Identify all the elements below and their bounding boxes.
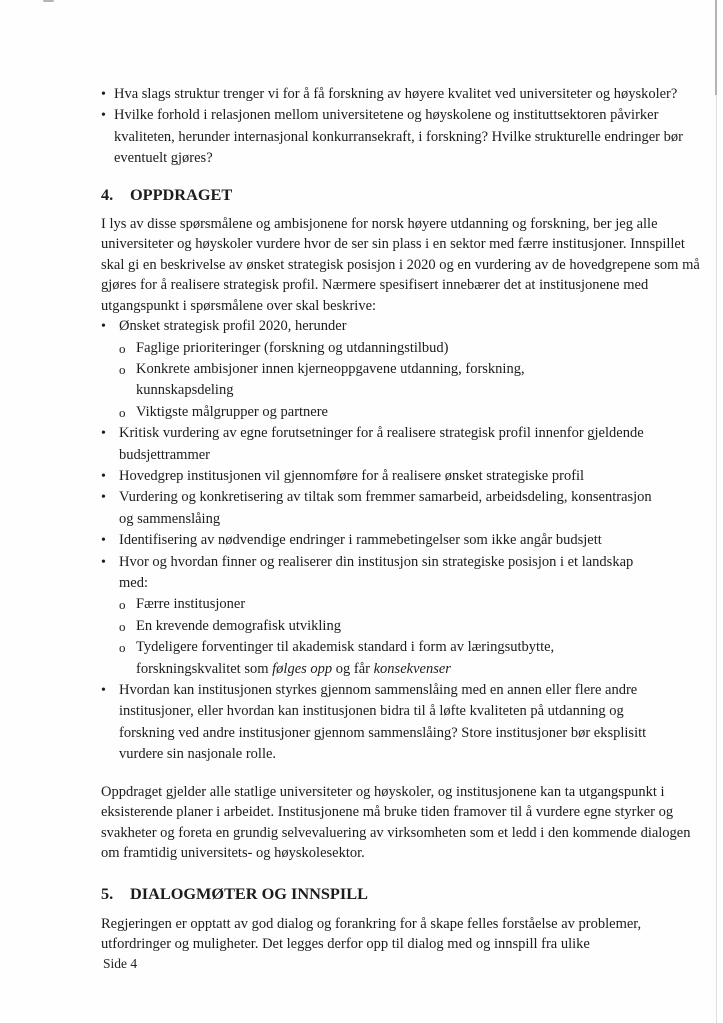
page-number: Side 4: [103, 956, 138, 971]
section-4-number: 4.: [101, 184, 114, 204]
list-item-text: Faglige prioriteringer (forskning og utdanningstilbud): [136, 339, 449, 356]
list-item: [119, 594, 659, 615]
list-item-body: [136, 637, 625, 680]
task-bullet-list: [101, 316, 705, 766]
list-item-text: En krevende demografisk utvikling: [136, 617, 341, 634]
section-5-title: DIALOGMØTER OG INNSPILL: [130, 883, 368, 903]
bullet-icon: •: [101, 468, 106, 484]
section-5-heading: [101, 883, 705, 905]
list-item-text: Færre institusjoner: [136, 596, 246, 613]
bullet-icon: •: [101, 683, 106, 699]
bullet-icon: •: [101, 533, 106, 549]
list-item-body: [114, 105, 689, 169]
list-item-body: [136, 402, 328, 423]
list-item: [101, 530, 705, 551]
list-item: [101, 423, 705, 466]
list-item: [119, 359, 625, 402]
circle-bullet-icon: o: [119, 361, 126, 377]
list-item-text: Hva slags struktur trenger vi for å få forskning av høyere kvalitet ved universiteter og høyskoler?: [114, 86, 678, 102]
list-item-body: [119, 466, 584, 487]
list-item-body: [119, 680, 659, 766]
list-item-body: [136, 338, 449, 359]
circle-bullet-icon: o: [119, 640, 126, 656]
list-item-text: Hvor og hvordan finner og realiserer din institusjon sin strategiske posisjon i et landskap med:: [119, 553, 634, 591]
list-item: [101, 680, 705, 766]
list-item-text: Identifisering av nødvendige endringer i rammebetingelser som ikke angår budsjett: [119, 532, 602, 549]
section-4-heading: [101, 184, 705, 206]
list-item-text: Hovedgrep institusjonen vil gjennomføre for å realisere ønsket strategiske profil: [119, 467, 585, 484]
list-item-text: Viktigste målgrupper og partnere: [136, 403, 328, 420]
sub-bullet-list: [119, 594, 659, 680]
bullet-icon: •: [101, 319, 106, 335]
page-content: [101, 84, 705, 955]
list-item: [119, 637, 659, 680]
list-item-text: Tydeligere forventinger til akademisk standard i form av læringsutbytte, forskningskvalitet som følges opp og får konsekvenser: [136, 639, 555, 677]
section-5-number: 5.: [101, 883, 114, 903]
scan-artifact-mark: [43, 0, 54, 2]
bullet-icon: •: [101, 87, 106, 102]
list-item: [101, 316, 705, 423]
list-item-body: [119, 487, 659, 530]
circle-bullet-icon: o: [119, 618, 126, 634]
list-item: [101, 84, 705, 105]
list-item-text: Ønsket strategisk profil 2020, herunder: [119, 318, 347, 335]
circle-bullet-icon: o: [119, 597, 126, 613]
list-item: [101, 552, 705, 680]
list-item-text: Hvordan kan institusjonen styrkes gjennom sammenslåing med en annen eller flere andre institusjoner, eller hvordan kan institusjonen bidra til å løfte kvaliteten på utdanning og forskning ved andre institusjoner gjennom sammenslåing? Store institusjoner bør eksplisitt vurdere sin nasjonale rolle.: [119, 682, 647, 763]
section-4-intro-paragraph: I lys av disse spørsmålene og ambisjonene for norsk høyere utdanning og forskning, ber jeg alle universiteter og høyskoler vurdere hvor de ser sin plass i en sektor med færre institusjoner. Innspillet skal gi en beskrivelse av ønsket strategisk posisjon i 2020 og en vurdering av de hovedgrepene som må gjøres for å realisere strategisk profil. Nærmere spesifisert innebærer det at institusjonene med utgangspunkt i spørsmålene over skal beskrive:: [101, 215, 700, 314]
list-item: [119, 402, 625, 423]
list-item-body: [119, 552, 659, 680]
circle-bullet-icon: o: [119, 340, 126, 356]
list-item-body: [119, 316, 625, 423]
list-item-text: Vurdering og konkretisering av tiltak som fremmer samarbeid, arbeidsdeling, konsentrasjon og sammenslåing: [119, 489, 652, 527]
list-item-body: [119, 423, 659, 466]
list-item: [119, 616, 659, 637]
section-4-title: OPPDRAGET: [130, 184, 233, 204]
list-item-body: [119, 530, 602, 551]
list-item-text: Hvilke forhold i relasjonen mellom universitetene og høyskolene og instituttsektoren påvirker kvaliteten, herunder internasjonal konkurransekraft, i forskning? Hvilke strukturelle endringer bør eventuelt gjøres?: [114, 107, 683, 167]
list-item: [101, 105, 705, 169]
bullet-icon: •: [101, 426, 106, 442]
list-item-body: [114, 84, 677, 105]
intro-bullet-list: [101, 84, 705, 170]
list-item-text: Kritisk vurdering av egne forutsetninger for å realisere strategisk profil innenfor gjeldende budsjettrammer: [119, 425, 644, 463]
section-4-closing-paragraph: Oppdraget gjelder alle statlige universiteter og høyskoler, og institusjonene kan ta utgangspunkt i eksisterende planer i arbeidet. Institusjonene må bruke tiden framover til å vurdere egne styrker og svakheter og foreta en grundig selvevaluering av virksomheten som et ledd i den kommende dialogen om framtidig universitets- og høyskolesektor.: [101, 783, 691, 862]
circle-bullet-icon: o: [119, 404, 126, 420]
scan-edge-line-top: [715, 0, 717, 95]
list-item: [119, 338, 625, 359]
sub-bullet-list: [119, 338, 625, 424]
bullet-icon: •: [101, 554, 106, 570]
list-item-body: [136, 359, 625, 402]
bullet-icon: •: [101, 490, 106, 506]
section-5-paragraph: Regjeringen er opptatt av god dialog og forankring for å skape felles forståelse av problemer, utfordringer og muligheter. Det legges derfor opp til dialog med og innspill fra ulike: [101, 915, 642, 953]
list-item: [101, 466, 705, 487]
list-item-text: Konkrete ambisjoner innen kjerneoppgavene utdanning, forskning, kunnskapsdeling: [136, 360, 525, 399]
scan-edge-line: [716, 0, 717, 1023]
list-item-body: [136, 616, 341, 637]
bullet-icon: •: [101, 108, 106, 124]
list-item-body: [136, 594, 245, 615]
list-item: [101, 487, 705, 530]
